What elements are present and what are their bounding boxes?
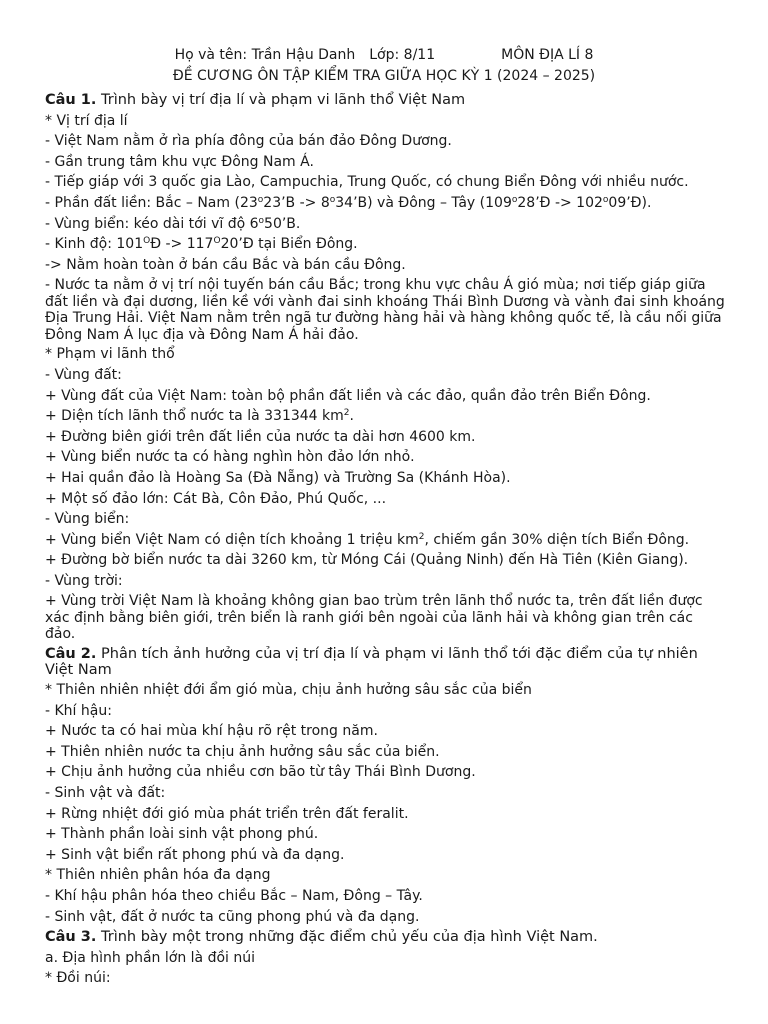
- document-title: ĐỀ CƯƠNG ÔN TẬP KIỂM TRA GIỮA HỌC KỲ 1 (2024 – 2025): [172, 68, 596, 84]
- position-paragraph: - Nước ta nằm ở vị trí nội tuyến bán cầu Bắc; trong khu vực châu Á gió mùa; nơi tiếp giáp giữa đất liền và đại dương, liền kề với vành đai sinh khoáng Thái Bình Dương và vành đai sinh khoáng Địa Trung Hải. Việt Nam nằm trên ngã tư đường hàng hải và hàng không quốc tế, là cầu nối giữa Đông Nam Á lục địa và Đông Nam Á hải đảo.: [45, 277, 725, 343]
- document-body: [45, 90, 725, 989]
- q2-line: - Sinh vật và đất:: [45, 784, 166, 801]
- land-line: + Vùng biển nước ta có hàng nghìn hòn đảo lớn nhỏ.: [45, 449, 415, 466]
- student-class: Lớp: 8/11: [369, 47, 436, 63]
- text-fragment: + Diện tích lãnh thổ nước ta là 331344 km: [45, 408, 344, 425]
- q2-line: * Thiên nhiên phân hóa đa dạng: [45, 867, 271, 884]
- q2-line: - Sinh vật, đất ở nước ta cũng phong phú và đa dạng.: [45, 908, 420, 925]
- sea-coast-line: + Đường bờ biển nước ta dài 3260 km, từ Móng Cái (Quảng Ninh) đến Hà Tiên (Kiên Giang).: [45, 552, 689, 569]
- degree-mark: o: [602, 194, 609, 205]
- sea-heading: - Vùng biển:: [45, 511, 130, 528]
- subject-label: MÔN ĐỊA LÍ 8: [501, 47, 594, 63]
- q3-line: a. Địa hình phần lớn là đồi núi: [45, 949, 255, 966]
- land-line: + Đường biên giới trên đất liền của nước ta dài hơn 4600 km.: [45, 428, 476, 445]
- text-fragment: 34’B) và Đông – Tây (109: [335, 194, 512, 211]
- air-heading: - Vùng trời:: [45, 572, 123, 589]
- position-line: - Gần trung tâm khu vực Đông Nam Á.: [45, 153, 314, 170]
- text-fragment: + Vùng biển Việt Nam có diện tích khoảng 1 triệu km: [45, 531, 419, 548]
- sea-area-line: [45, 530, 725, 551]
- q2-line: + Rừng nhiệt đới gió mùa phát triển trên đất feralit.: [45, 805, 409, 822]
- document-header: [0, 0, 768, 87]
- superscript: 2: [418, 531, 425, 542]
- land-line: + Một số đảo lớn: Cát Bà, Côn Đảo, Phú Quốc, ...: [45, 490, 387, 507]
- text-fragment: 28’Đ -> 102: [517, 194, 603, 211]
- question-3-label: Câu 3.: [45, 929, 97, 946]
- text-fragment: 50’B.: [264, 215, 301, 232]
- student-name: Họ và tên: Trần Hậu Danh: [174, 47, 356, 63]
- degree-mark: o: [329, 194, 336, 205]
- question-2-text: Phân tích ảnh hưởng của vị trí địa lí và phạm vi lãnh thổ tới đặc điểm của tự nhiên Việt Nam: [45, 645, 698, 679]
- text-fragment: .: [349, 408, 354, 425]
- q2-line: + Thiên nhiên nước ta chịu ảnh hưởng sâu sắc của biển.: [45, 743, 440, 760]
- land-area-line: [45, 406, 725, 427]
- land-heading: - Vùng đất:: [45, 366, 122, 383]
- q2-line: + Thành phần loài sinh vật phong phú.: [45, 826, 319, 843]
- superscript: 2: [343, 408, 350, 419]
- question-1-text: Trình bày vị trí địa lí và phạm vi lãnh thổ Việt Nam: [96, 92, 466, 108]
- q2-line: + Nước ta có hai mùa khí hậu rõ rệt trong năm.: [45, 723, 378, 740]
- position-line: - Tiếp giáp với 3 quốc gia Lào, Campuchia, Trung Quốc, có chung Biển Đông với nhiều nước.: [45, 174, 689, 191]
- mainland-extent-line: [45, 193, 725, 214]
- position-heading: * Vị trí địa lí: [45, 112, 128, 129]
- degree-mark: O: [143, 236, 151, 247]
- degree-mark: o: [258, 215, 265, 226]
- text-fragment: , chiếm gần 30% diện tích Biển Đông.: [424, 531, 690, 548]
- q2-line: + Chịu ảnh hưởng của nhiều cơn bão từ tây Thái Bình Dương.: [45, 764, 476, 781]
- q2-line: + Sinh vật biển rất phong phú và đa dạng.: [45, 846, 345, 863]
- q3-line: * Đồi núi:: [45, 970, 111, 987]
- position-line: - Việt Nam nằm ở rìa phía đông của bán đảo Đông Dương.: [45, 133, 452, 150]
- scope-heading: * Phạm vi lãnh thổ: [45, 346, 175, 363]
- question-3-heading: [45, 927, 725, 948]
- degree-mark: O: [213, 236, 221, 247]
- question-1-heading: [45, 90, 725, 111]
- question-2-label: Câu 2.: [45, 645, 97, 662]
- text-fragment: - Vùng biển: kéo dài tới vĩ độ 6: [45, 215, 259, 232]
- air-paragraph: + Vùng trời Việt Nam là khoảng không gian bao trùm trên lãnh thổ nước ta, trên đất liền được xác định bằng biên giới, trên biển là ranh giới bên ngoài của lãnh hải và không gian trên các đảo.: [45, 593, 703, 643]
- text-fragment: 23’B -> 8: [263, 194, 330, 211]
- q2-line: - Khí hậu phân hóa theo chiều Bắc – Nam, Đông – Tây.: [45, 887, 423, 904]
- text-fragment: Đ -> 117: [150, 236, 214, 253]
- question-1-label: Câu 1.: [45, 92, 97, 108]
- degree-mark: o: [511, 194, 518, 205]
- longitude-line: [45, 234, 725, 255]
- text-fragment: - Phần đất liền: Bắc – Nam (23: [45, 194, 258, 211]
- conclusion-line: -> Nằm hoàn toàn ở bán cầu Bắc và bán cầu Đông.: [45, 256, 406, 273]
- q2-line: * Thiên nhiên nhiệt đới ẩm gió mùa, chịu ảnh hưởng sâu sắc của biển: [45, 681, 532, 698]
- land-line: + Vùng đất của Việt Nam: toàn bộ phần đất liền và các đảo, quần đảo trên Biển Đông.: [45, 387, 651, 404]
- text-fragment: - Kinh độ: 101: [45, 236, 144, 253]
- q2-line: - Khí hậu:: [45, 702, 112, 719]
- question-2-heading: [45, 644, 725, 680]
- sea-extent-line: [45, 214, 725, 235]
- text-fragment: 09’Đ).: [608, 194, 652, 211]
- text-fragment: 20’Đ tại Biển Đông.: [220, 236, 358, 253]
- degree-mark: o: [257, 194, 264, 205]
- header-info-row: [0, 45, 768, 66]
- land-line: + Hai quần đảo là Hoàng Sa (Đà Nẵng) và Trường Sa (Khánh Hòa).: [45, 469, 511, 486]
- question-3-text: Trình bày một trong những đặc điểm chủ yếu của địa hình Việt Nam.: [96, 929, 598, 946]
